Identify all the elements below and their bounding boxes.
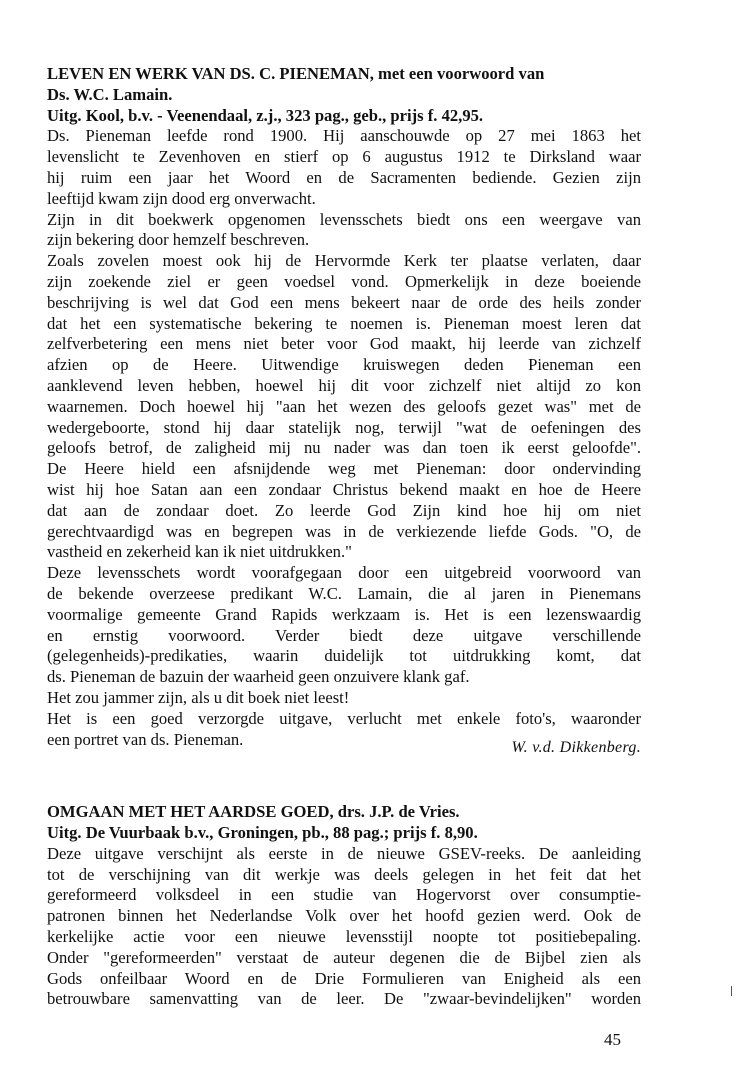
body-line: Het is een goed verzorgde uitgave, verlucht met enkele foto's, waaronder — [47, 708, 641, 728]
review-1-publisher-line: Uitg. Kool, b.v. - Veenendaal, z.j., 323 pag., geb., prijs f. 42,95. — [47, 105, 484, 125]
body-line: hij ruim een jaar het Woord en de Sacramenten bediende. Gezien zijn — [47, 167, 641, 187]
body-line: Het zou jammer zijn, als u dit boek niet leest! — [47, 687, 350, 707]
body-line: de bekende overzeese predikant W.C. Lamain, die al jaren in Pienemans — [47, 583, 641, 603]
body-line: zijn zoekende ziel er geen voedsel vond. Opmerkelijk in deze boeiende — [47, 271, 641, 291]
body-line: levenslicht te Zevenhoven en stierf op 6 augustus 1912 te Dirksland waar — [47, 147, 641, 167]
margin-mark — [731, 986, 732, 996]
body-line: tot de verschijning van dit werkje was deels gelegen in het feit dat het — [47, 864, 641, 884]
body-line: kerkelijke actie voor een nieuwe levensstijl noopte tot positiebepaling. — [47, 927, 641, 947]
body-line: en ernstig voorwoord. Verder biedt deze uitgave verschillende — [47, 625, 641, 645]
body-line: Ds. Pieneman leefde rond 1900. Hij aanschouwde op 27 mei 1863 het — [47, 126, 641, 146]
body-line: De Heere hield een afsnijdende weg met Pieneman: door ondervinding — [47, 459, 641, 479]
body-line: dat aan de zondaar doet. Zo leerde God Zijn kind hoe hij om niet — [47, 500, 641, 520]
body-line: Deze levensschets wordt voorafgegaan door een uitgebreid voorwoord van — [47, 563, 641, 583]
body-line: beschrijving is wel dat God een mens bekeert naar de orde des heils zonder — [47, 292, 641, 312]
body-line: waarnemen. Doch hoewel hij "aan het wezen des geloofs gezet was" met de — [47, 396, 641, 416]
body-line: Onder "gereformeerden" verstaat de auteur degenen die de Bijbel zien als — [47, 947, 641, 967]
page-number: 45 — [604, 1030, 621, 1049]
body-line: wist hij hoe Satan aan een zondaar Christus bekend maakt en hoe de Heere — [47, 479, 641, 499]
body-line: aanklevend leven hebben, hoewel hij dit voor zichzelf niet altijd zo kon — [47, 375, 641, 395]
page-content — [47, 64, 641, 1010]
body-line: voormalige gemeente Grand Rapids werkzaam is. Het is een lezenswaardig — [47, 604, 641, 624]
review-1-heading — [47, 64, 641, 126]
body-line: vastheid en zekerheid kan ik niet uitdrukken." — [47, 542, 352, 562]
body-line: zijn bekering door hemzelf beschreven. — [47, 230, 310, 250]
body-line-with-signature — [47, 729, 641, 756]
review-1-title-line: LEVEN EN WERK VAN DS. C. PIENEMAN, met een voorwoord van — [47, 64, 545, 83]
body-line: Zoals zovelen moest ook hij de Hervormde Kerk ter plaatse verlaten, daar — [47, 251, 641, 271]
body-line: betrouwbare samenvatting van de leer. De "zwaar-bevindelijken" worden — [47, 989, 641, 1009]
body-line: Gods onfeilbaar Woord en de Drie Formulieren van Enigheid als een — [47, 968, 641, 988]
body-line: wedergeboorte, stond hij daar statelijk nog, terwijl "wat de oefeningen des — [47, 417, 641, 437]
review-2-heading — [47, 802, 641, 844]
body-line-text: een portret van ds. Pieneman. — [47, 729, 244, 749]
body-line: gereformeerd volksdeel in een studie van Hogervorst over consumptie- — [47, 885, 641, 905]
body-line: Deze uitgave verschijnt als eerste in de nieuwe GSEV-reeks. De aanleiding — [47, 843, 641, 863]
review-1-title-line: Ds. W.C. Lamain. — [47, 84, 173, 104]
review-2-body — [47, 844, 641, 1010]
body-line: ds. Pieneman de bazuin der waarheid geen onzuivere klank gaf. — [47, 667, 470, 687]
body-line: zelfverbetering een mens niet beter voor God maakt, hij leerde van zichzelf — [47, 334, 641, 354]
body-line: geloofs betrof, de zaligheid mij nu nader was dan toen ik eerst geloofde". — [47, 438, 641, 458]
review-2-publisher-line: Uitg. De Vuurbaak b.v., Groningen, pb., 88 pag.; prijs f. 8,90. — [47, 823, 478, 843]
body-line: dat het een systematische bekering te noemen is. Pieneman moest leren dat — [47, 313, 641, 333]
body-line: gerechtvaardigd was en begrepen was in de verkiezende liefde Gods. "O, de — [47, 521, 641, 541]
review-1-signature: W. v.d. Dikkenberg. — [511, 738, 641, 756]
body-line: leeftijd kwam zijn dood erg onverwacht. — [47, 188, 316, 208]
body-line: Zijn in dit boekwerk opgenomen levensschets biedt ons een weergave van — [47, 209, 641, 229]
body-line: patronen binnen het Nederlandse Volk over het hoofd gezien werd. Ook de — [47, 906, 641, 926]
section-gap — [47, 776, 641, 802]
review-2-title-line: OMGAAN MET HET AARDSE GOED, drs. J.P. de Vries. — [47, 802, 460, 822]
review-1 — [47, 64, 641, 756]
body-line: (gelegenheids)-predikaties, waarin duidelijk tot uitdrukking komt, dat — [47, 646, 641, 666]
review-1-body — [47, 126, 641, 756]
body-line: afzien op de Heere. Uitwendige kruiswegen deden Pieneman een — [47, 355, 641, 375]
review-2 — [47, 802, 641, 1010]
